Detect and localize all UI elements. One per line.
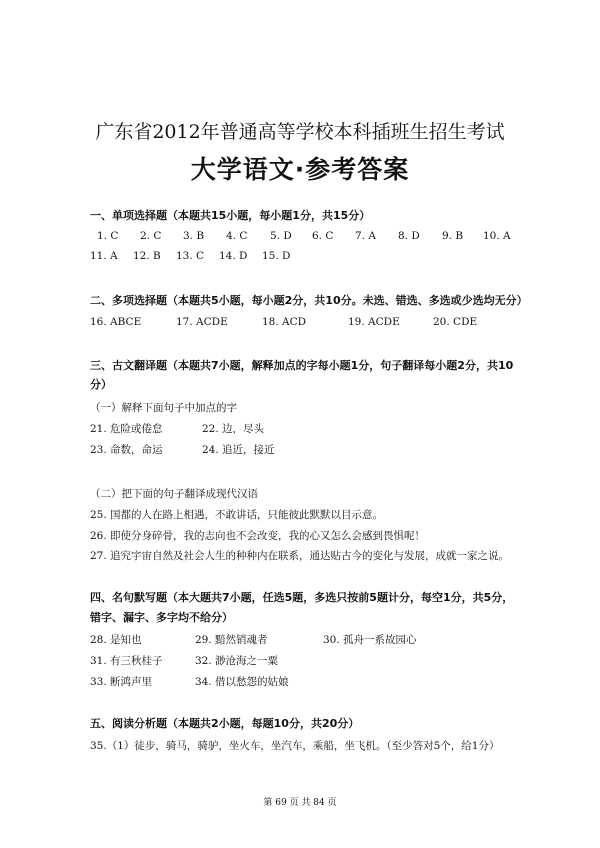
answer-23: 23. 命数，命运 — [90, 444, 163, 456]
answer-7: 7. A — [355, 230, 376, 242]
subsection-heading-explain: （一）解释下面句子中加点的字 — [90, 402, 237, 414]
answer-12: 12. B — [133, 250, 161, 262]
answer-33: 33. 断鸿声里 — [90, 676, 153, 688]
answer-24: 24. 追近，接近 — [202, 444, 275, 456]
answer-11: 11. A — [90, 250, 118, 262]
section-heading-recitation: 四、名句默写题（本大题共7小题，任选5题，多选只按前5题计分，每空1分，共5分， — [90, 591, 514, 604]
answer-22: 22. 边，尽头 — [202, 423, 265, 435]
answer-28: 28. 是知也 — [90, 634, 142, 646]
section-heading-recitation-cont: 错字、漏字、多字均不给分） — [90, 611, 233, 624]
answer-10: 10. A — [483, 230, 511, 242]
answer-19: 19. ACDE — [348, 316, 400, 328]
answer-15: 15. D — [262, 250, 291, 262]
answer-17: 17. ACDE — [176, 316, 228, 328]
answer-14: 14. D — [219, 250, 248, 262]
answer-18: 18. ACD — [262, 316, 307, 328]
answer-3: 3. B — [183, 230, 205, 242]
document-title: 广东省2012年普通高等学校本科插班生招生考试 — [95, 121, 505, 143]
answer-29: 29. 黯然销魂者 — [195, 634, 268, 646]
answer-32: 32. 渺沧海之一粟 — [195, 655, 279, 667]
page-footer: 第 69 页 共 84 页 — [263, 798, 337, 808]
section-heading-translation: 三、古文翻译题（本题共7小题，解释加点的字每小题1分，句子翻译每小题2分，共10 — [90, 359, 514, 372]
answer-31: 31. 有三秋桂子 — [90, 655, 163, 667]
answer-4: 4. C — [226, 230, 248, 242]
answer-2: 2. C — [140, 230, 162, 242]
answer-13: 13. C — [176, 250, 205, 262]
section-heading-multiple-choice: 二、多项选择题（本题共5小题，每小题2分，共10分。未选、错选、多选或少选均无分） — [90, 294, 528, 307]
section-heading-translation-cont: 分） — [90, 378, 112, 391]
answer-8: 8. D — [398, 230, 420, 242]
answer-25: 25. 国都的人在路上相遇，不敢讲话，只能彼此默默以目示意。 — [90, 509, 384, 521]
answer-34: 34. 借以愁怨的姑娘 — [195, 676, 289, 688]
section-heading-single-choice: 一、单项选择题（本题共15小题，每小题1分，共15分） — [90, 209, 371, 222]
answer-30: 30. 孤舟一系故园心 — [323, 634, 417, 646]
answer-35: 35.（1）徒步，骑马，骑驴，坐火车，坐汽车，乘船，坐飞机。（至少答对5个，给1分） — [90, 740, 500, 752]
answer-5: 5. D — [270, 230, 292, 242]
answer-16: 16. ABCE — [90, 316, 142, 328]
answer-1: 1. C — [97, 230, 119, 242]
answer-6: 6. C — [312, 230, 334, 242]
subsection-heading-translate: （二）把下面的句子翻译成现代汉语 — [90, 488, 258, 500]
answer-20: 20. CDE — [433, 316, 478, 328]
answer-21: 21. 危险或倦怠 — [90, 423, 163, 435]
document-subtitle: 大学语文·参考答案 — [190, 155, 410, 184]
answer-27: 27. 追究宇宙自然及社会人生的种种内在联系，通达贴古今的变化与发展，成就一家之说。 — [90, 550, 510, 562]
answer-9: 9. B — [442, 230, 464, 242]
section-heading-reading: 五、阅读分析题（本题共2小题，每题10分，共20分） — [90, 717, 360, 730]
answer-26: 26. 即使分身碎骨，我的志向也不会改变，我的心又怎么会感到畏惧呢！ — [90, 530, 426, 542]
